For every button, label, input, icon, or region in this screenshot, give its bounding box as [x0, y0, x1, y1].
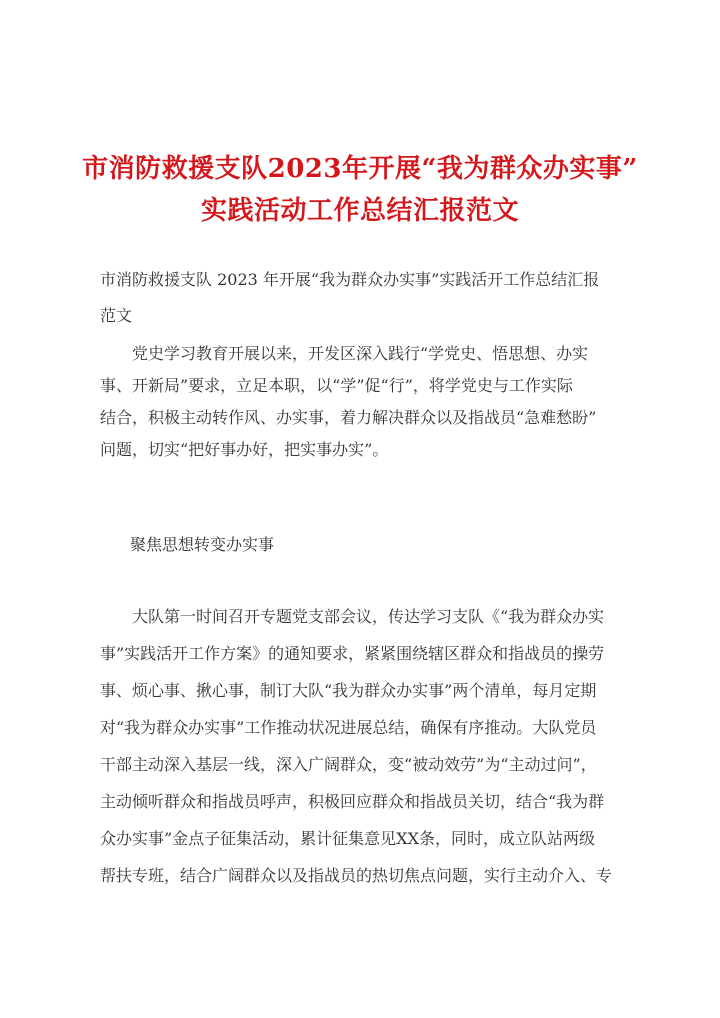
title-line: 市消防救援支队2023年开展“我为群众办实事”	[82, 154, 638, 184]
paragraph-line: 干部主动深入基层一线，深入广阔群众，变“被动效劳”为“主动过问”，	[100, 755, 597, 774]
section-paragraph	[100, 598, 640, 894]
paragraph-line: 事”实践活开工作方案》的通知要求，紧紧围绕辖区群众和指战员的操劳	[100, 644, 605, 663]
paragraph-line: 事、开新局”要求，立足本职，以“学”促“行”，将学党史与工作实际	[100, 376, 573, 395]
title-line: 实践活动工作总结汇报范文	[200, 196, 519, 226]
paragraph-line: 帮扶专班，结合广阔群众以及指战员的热切焦点问题，实行主动介入、专	[100, 866, 613, 885]
paragraph-line: 问题，切实“把好事办好，把实事办实”。	[100, 440, 389, 459]
subtitle-line: 范文	[100, 306, 133, 325]
paragraph-line: 事、烦心事、揪心事，制订大队“我为群众办实事”两个清单，每月定期	[100, 681, 597, 700]
section-heading: 聚焦思想转变办实事	[130, 535, 275, 554]
paragraph-line: 党史学习教育开展以来，开发区深入践行“学党史、悟思想、办实	[100, 344, 589, 363]
paragraph-line: 结合，积极主动转作风、办实事，着力解决群众以及指战员“急难愁盼”	[100, 408, 597, 427]
paragraph-line: 主动倾听群众和指战员呼声，积极回应群众和指战员关切，结合“我为群	[100, 792, 605, 811]
document-subtitle	[100, 262, 640, 334]
paragraph-line: 大队第一时间召开专题党支部会议，传达学习支队《“我为群众办实	[100, 607, 605, 626]
paragraph-line: 众办实事”金点子征集活动，累计征集意见XX条，同时，成立队站两级	[100, 829, 595, 848]
subtitle-line: 市消防救援支队 2023 年开展“我为群众办实事”实践活开工作总结汇报	[100, 270, 600, 289]
document-title	[60, 148, 660, 232]
intro-paragraph	[100, 338, 640, 466]
paragraph-line: 对“我为群众办实事”工作推动状况进展总结，确保有序推动。大队党员	[100, 718, 597, 737]
